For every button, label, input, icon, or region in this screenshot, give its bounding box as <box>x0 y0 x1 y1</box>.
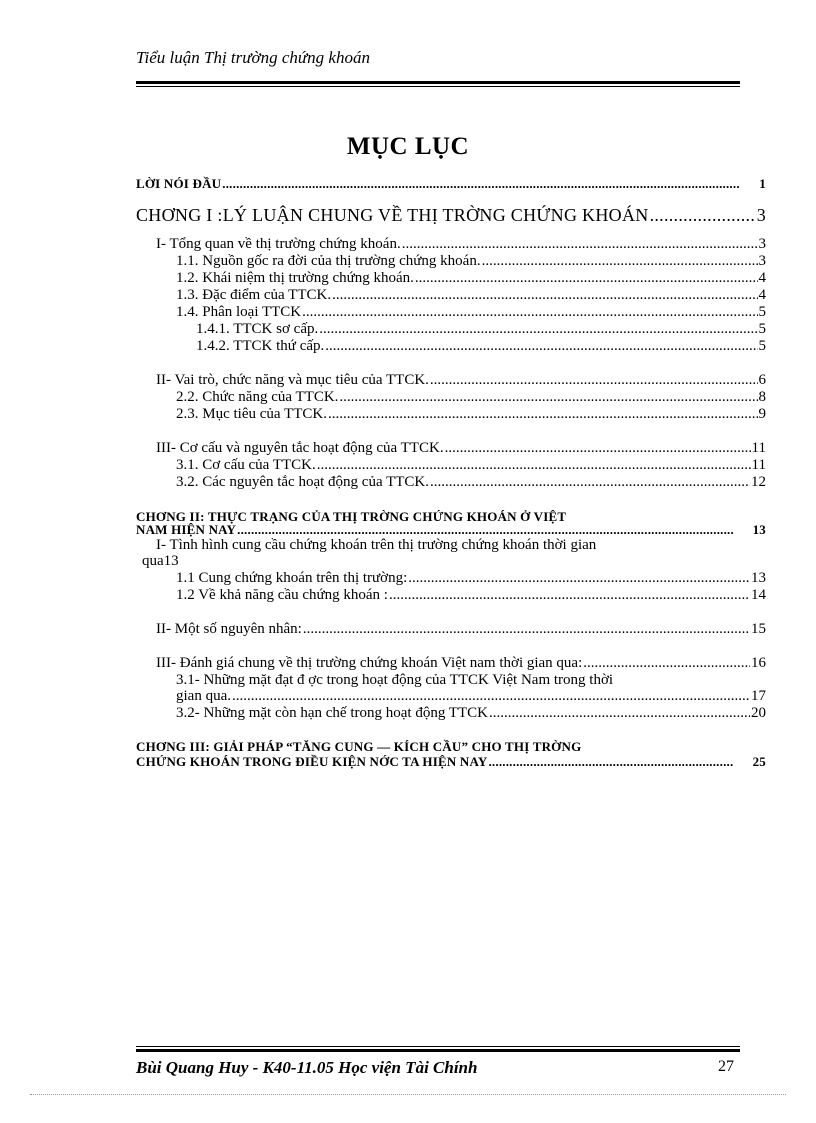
toc-leader <box>583 655 750 672</box>
toc-entry-label: 1.4.1. TTCK sơ cấp. <box>196 321 319 337</box>
toc-entry-page: 13 <box>751 570 766 586</box>
toc-entry-3-2[interactable] <box>176 474 766 491</box>
toc-leader <box>415 270 758 287</box>
toc-entry-page: 3 <box>758 253 766 269</box>
toc-entry-page: 6 <box>758 372 766 388</box>
bottom-page-edge <box>30 1094 786 1095</box>
toc-entry-label: 3.1. Cơ cấu của TTCK. <box>176 457 316 473</box>
toc-entry-page: 5 <box>758 304 766 320</box>
header-rule-thin <box>136 86 740 87</box>
toc-entry-chapter-1[interactable] <box>136 205 766 226</box>
toc-entry-1-3[interactable] <box>176 287 766 304</box>
toc-entry-label: II- Vai trò, chức năng và mục tiêu của TTCK. <box>156 372 429 388</box>
toc-leader <box>408 570 750 587</box>
footer-author: Bùi Quang Huy - K40-11.05 Học viện Tài Chính <box>136 1058 478 1077</box>
toc-entry-label: 1.2 Về khả năng cầu chứng khoán : <box>176 587 388 603</box>
toc-entry-chapter-3[interactable] <box>136 754 766 770</box>
toc-entry-3-1[interactable] <box>176 457 766 474</box>
toc-entry-label: CHỨNG KHOÁN TRONG ĐIỀU KIỆN NỚC TA HIỆN NAY <box>136 754 488 769</box>
toc-entry-page: 5 <box>758 321 766 337</box>
toc-entry-page: 13 <box>752 522 766 537</box>
toc-entry-1-2[interactable] <box>176 270 766 287</box>
toc-entry-label: 2.3. Mục tiêu của TTCK. <box>176 406 327 422</box>
toc-entry-page: 12 <box>751 474 766 490</box>
toc-entry-label: II- Một số nguyên nhân: <box>156 621 302 637</box>
toc-entry-3-1-line1: 3.1- Những mặt đạt đ ợc trong hoạt động của TTCK Việt Nam trong thời <box>176 672 614 688</box>
toc-leader <box>303 621 750 638</box>
toc-entry-page: 14 <box>751 587 766 603</box>
toc-entry-section-2-iii[interactable] <box>156 655 766 672</box>
toc-entry-page: 11 <box>751 457 766 473</box>
toc-leader <box>302 304 757 321</box>
footer-page-number: 27 <box>718 1058 734 1075</box>
toc-leader <box>389 587 750 604</box>
toc-entry-label: 3.2- Những mặt còn hạn chế trong hoạt động TTCK <box>176 705 488 721</box>
toc-entry-label: III- Đánh giá chung về thị trường chứng khoán Việt nam thời gian qua: <box>156 655 583 671</box>
toc-entry-label: 3.2. Các nguyên tắc hoạt động của TTCK. <box>176 474 429 490</box>
toc-entry-page: 4 <box>758 287 766 303</box>
toc-entry-chapter-2-line1: CHƠNG II: THỰC TRẠNG CỦA THỊ TRỜNG CHỨNG KHOÁN Ở VIỆT <box>136 509 567 524</box>
toc-leader <box>402 236 758 253</box>
toc-leader <box>445 440 751 457</box>
toc-entry-label: I- Tổng quan về thị trường chứng khoán. <box>156 236 401 252</box>
toc-entry-label: NAM HIỆN NAY <box>136 522 237 537</box>
toc-entry-2-1-2[interactable] <box>176 587 766 604</box>
toc-entry-page: 5 <box>758 338 766 354</box>
toc-leader <box>319 321 757 338</box>
header-title: Tiểu luận Thị trường chứng khoán <box>136 48 370 67</box>
toc-entry-chapter-3-line1: CHƠNG III: GIẢI PHÁP “TĂNG CUNG — KÍCH CẦU” CHO THỊ TRỜNG <box>136 739 582 754</box>
toc-entry-page: 8 <box>758 389 766 405</box>
toc-entry-label: 1.4.2. TTCK thứ cấp. <box>196 338 325 354</box>
toc-entry-label: 1.1. Nguồn gốc ra đời của thị trường chứng khoán. <box>176 253 481 269</box>
toc-entry-page: 17 <box>751 688 766 704</box>
toc-entry-section-2-i-line2: qua13 <box>142 553 179 569</box>
toc-entry-label: 1.3. Đặc điểm của TTCK. <box>176 287 332 303</box>
toc-entry-1-1[interactable] <box>176 253 766 270</box>
toc-entry-intro[interactable] <box>136 176 766 192</box>
toc-entry-page: 3 <box>758 236 766 252</box>
toc-entry-2-3[interactable] <box>176 406 766 423</box>
toc-leader <box>488 754 733 770</box>
toc-entry-page: 9 <box>758 406 766 422</box>
toc-leader <box>317 457 751 474</box>
toc-leader <box>237 522 733 538</box>
toc-entry-1-4-2[interactable] <box>196 338 766 355</box>
toc-entry-page: 16 <box>751 655 766 671</box>
toc-entry-section-2-i-line1: I- Tình hình cung cầu chứng khoán trên thị trường chứng khoán thời gian <box>156 537 597 553</box>
toc-leader <box>222 176 740 192</box>
toc-entry-section-1-iii[interactable] <box>156 440 766 457</box>
toc-entry-1-4-1[interactable] <box>196 321 766 338</box>
toc-entry-label: 1.1 Cung chứng khoán trên thị trường: <box>176 570 408 586</box>
toc-entry-label: III- Cơ cấu và nguyên tắc hoạt động của TTCK. <box>156 440 444 456</box>
toc-heading: MỤC LỤC <box>346 133 470 160</box>
toc-entry-label: 1.4. Phân loại TTCK <box>176 304 302 320</box>
toc-leader <box>430 372 758 389</box>
toc-entry-page: 20 <box>751 705 766 721</box>
toc-entry-2-2[interactable] <box>176 389 766 406</box>
toc-leader <box>339 389 757 406</box>
toc-entry-chapter-2[interactable] <box>136 522 766 538</box>
toc-entry-page: 11 <box>751 440 766 456</box>
toc-entry-page: 3 <box>756 205 766 225</box>
toc-entry-label: CHƠNG I :LÝ LUẬN CHUNG VỀ THỊ TRỜNG CHỨNG KHOÁN <box>136 205 649 225</box>
footer-rule-thin <box>136 1046 740 1047</box>
toc-leader <box>489 705 750 722</box>
toc-entry-page: 15 <box>751 621 766 637</box>
toc-entry-label: LỜI NÓI ĐẦU <box>136 176 222 191</box>
toc-leader <box>325 338 757 355</box>
toc-leader <box>328 406 758 423</box>
toc-entry-section-2-ii[interactable] <box>156 621 766 638</box>
toc-leader <box>482 253 758 270</box>
toc-entry-page: 4 <box>758 270 766 286</box>
toc-leader <box>430 474 750 491</box>
toc-entry-label: 2.2. Chức năng của TTCK. <box>176 389 339 405</box>
toc-entry-section-1-ii[interactable] <box>156 372 766 389</box>
header-rule-thick <box>136 81 740 84</box>
toc-entry-1-4[interactable] <box>176 304 766 321</box>
toc-entry-3-2-limitations[interactable] <box>176 705 766 722</box>
toc-leader <box>232 688 750 705</box>
toc-entry-section-1-i[interactable] <box>156 236 766 253</box>
toc-entry-page: 1 <box>759 176 766 191</box>
toc-entry-page: 25 <box>752 754 766 769</box>
toc-entry-label: gian qua. <box>176 688 231 704</box>
toc-entry-label: 1.2. Khái niệm thị trường chứng khoán. <box>176 270 414 286</box>
toc-leader <box>650 205 756 226</box>
footer-rule-thick <box>136 1049 740 1052</box>
toc-entry-3-1-achievements[interactable] <box>176 688 766 705</box>
toc-leader <box>332 287 757 304</box>
toc-entry-2-1-1[interactable] <box>176 570 766 587</box>
